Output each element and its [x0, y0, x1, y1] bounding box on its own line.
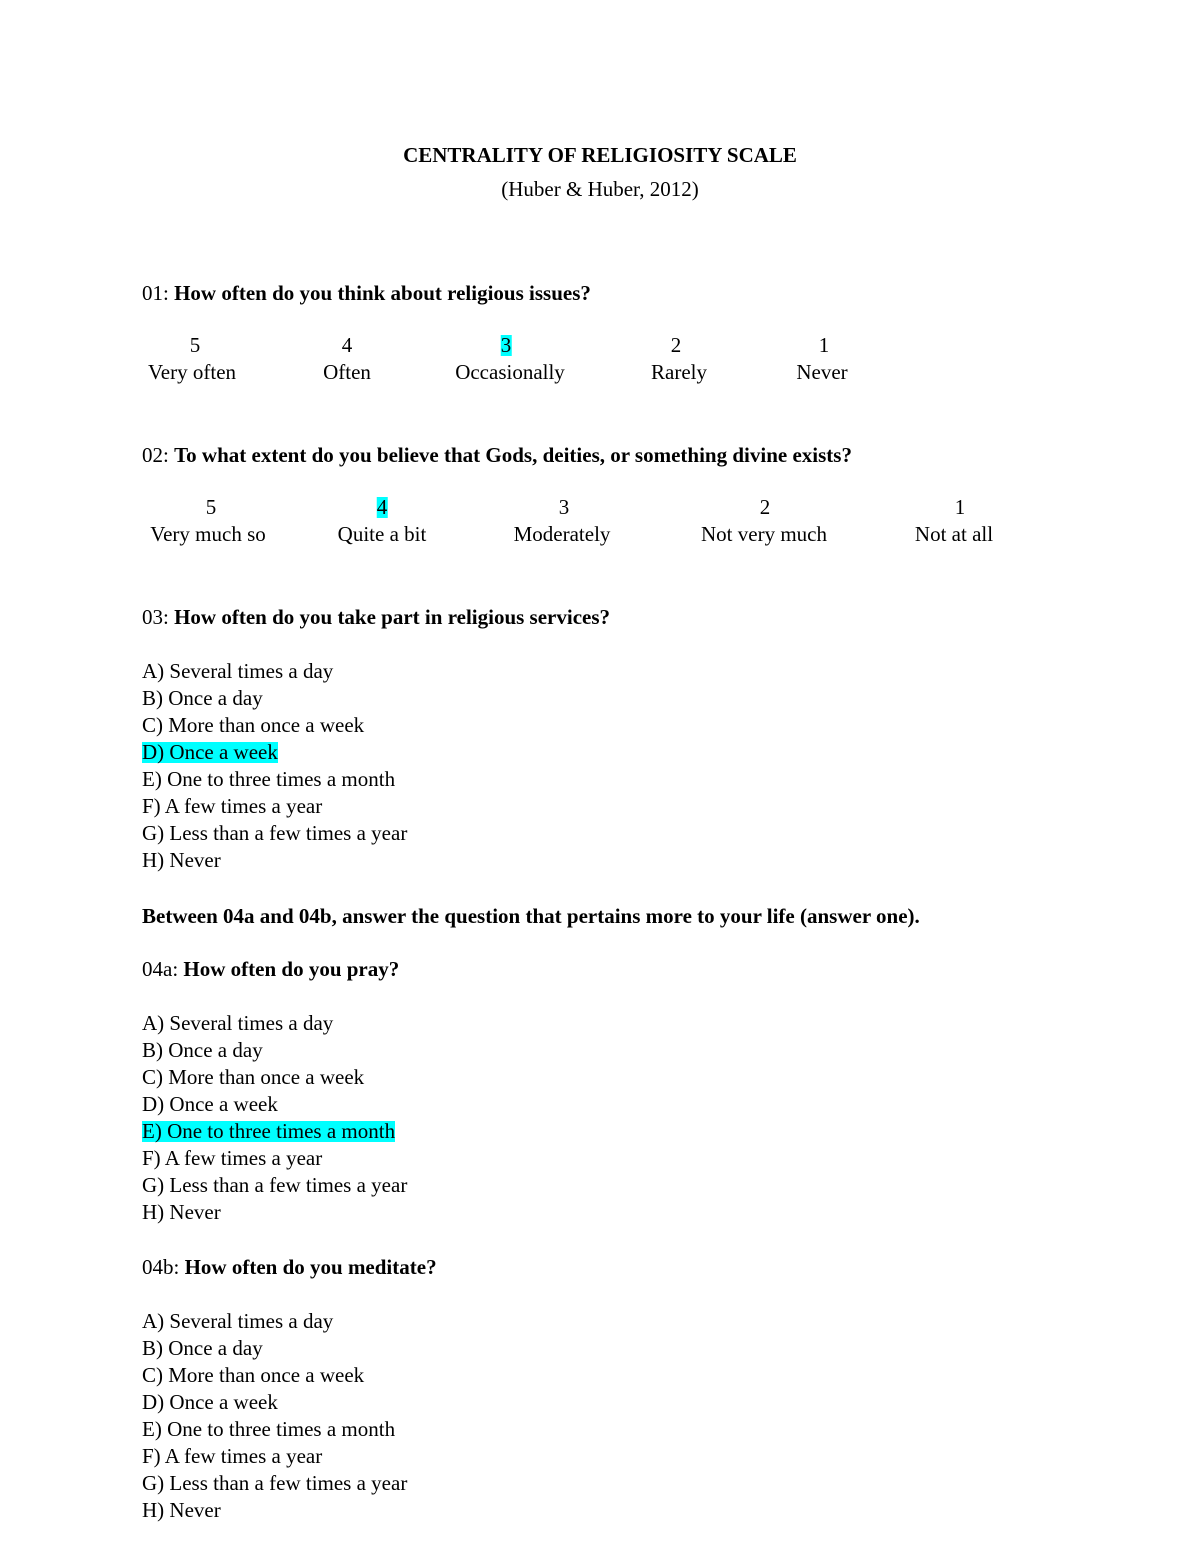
option-item-selected[interactable]: E) One to three times a month [142, 1119, 396, 1143]
scale-option-label: Often [323, 360, 371, 384]
option-item[interactable]: G) Less than a few times a year [142, 1173, 408, 1197]
option-item-selected[interactable]: D) Once a week [142, 740, 278, 764]
option-item[interactable]: C) More than once a week [142, 713, 365, 737]
question-04a-number: 04a: [142, 957, 179, 981]
option-item[interactable]: F) A few times a year [142, 1444, 323, 1468]
option-item[interactable]: B) Once a day [142, 1038, 263, 1062]
scale-option-label: Not at all [914, 522, 994, 546]
question-01-number: 01: [142, 281, 169, 305]
scale-option-label: Very much so [150, 522, 266, 546]
option-item[interactable]: F) A few times a year [142, 794, 323, 818]
option-item[interactable]: D) Once a week [142, 1092, 278, 1116]
scale-option-value-selected[interactable]: 3 [500, 333, 512, 357]
option-item[interactable]: A) Several times a day [142, 659, 334, 683]
question-03 [142, 607, 610, 628]
question-03-number: 03: [142, 605, 169, 629]
scale-option-label: Moderately [513, 522, 611, 546]
question-04b-number: 04b: [142, 1255, 180, 1279]
document-subtitle: (Huber & Huber, 2012) [501, 177, 699, 201]
scale-option-label: Never [796, 360, 848, 384]
scale-option-value[interactable]: 1 [818, 333, 830, 357]
option-item[interactable]: B) Once a day [142, 686, 263, 710]
option-item[interactable]: H) Never [142, 1498, 221, 1522]
scale-option-value[interactable]: 5 [205, 495, 217, 519]
question-04b-text: How often do you meditate? [184, 1255, 437, 1279]
question-04a [142, 959, 399, 980]
option-item[interactable]: G) Less than a few times a year [142, 821, 408, 845]
option-item[interactable]: B) Once a day [142, 1336, 263, 1360]
scale-option-value[interactable]: 5 [189, 333, 201, 357]
scale-option-label: Quite a bit [337, 522, 427, 546]
scale-option-label: Very often [147, 360, 237, 384]
option-item[interactable]: A) Several times a day [142, 1011, 334, 1035]
question-02-text: To what extent do you believe that Gods, deities, or something divine exists? [174, 443, 852, 467]
option-item[interactable]: D) Once a week [142, 1390, 278, 1414]
scale-option-value[interactable]: 4 [341, 333, 353, 357]
question-04b [142, 1257, 437, 1278]
option-item[interactable]: A) Several times a day [142, 1309, 334, 1333]
question-01 [142, 283, 591, 304]
option-item[interactable]: C) More than once a week [142, 1065, 365, 1089]
question-03-text: How often do you take part in religious services? [174, 605, 611, 629]
option-item[interactable]: G) Less than a few times a year [142, 1471, 408, 1495]
scale-option-value-selected[interactable]: 4 [376, 495, 388, 519]
option-item[interactable]: C) More than once a week [142, 1363, 365, 1387]
option-item[interactable]: H) Never [142, 848, 221, 872]
question-02-number: 02: [142, 443, 169, 467]
option-item[interactable]: F) A few times a year [142, 1146, 323, 1170]
scale-option-value[interactable]: 2 [670, 333, 682, 357]
option-item[interactable]: E) One to three times a month [142, 1417, 396, 1441]
question-01-text: How often do you think about religious issues? [174, 281, 591, 305]
option-item[interactable]: H) Never [142, 1200, 221, 1224]
document-title: CENTRALITY OF RELIGIOSITY SCALE [403, 143, 797, 167]
question-02 [142, 445, 852, 466]
question-04a-text: How often do you pray? [183, 957, 400, 981]
scale-option-value[interactable]: 1 [954, 495, 966, 519]
scale-option-value[interactable]: 2 [759, 495, 771, 519]
scale-option-label: Occasionally [455, 360, 565, 384]
scale-option-label: Not very much [701, 522, 827, 546]
instruction-text: Between 04a and 04b, answer the question that pertains more to your life (answer one). [142, 904, 920, 928]
option-item[interactable]: E) One to three times a month [142, 767, 396, 791]
scale-option-label: Rarely [651, 360, 707, 384]
scale-option-value[interactable]: 3 [558, 495, 570, 519]
